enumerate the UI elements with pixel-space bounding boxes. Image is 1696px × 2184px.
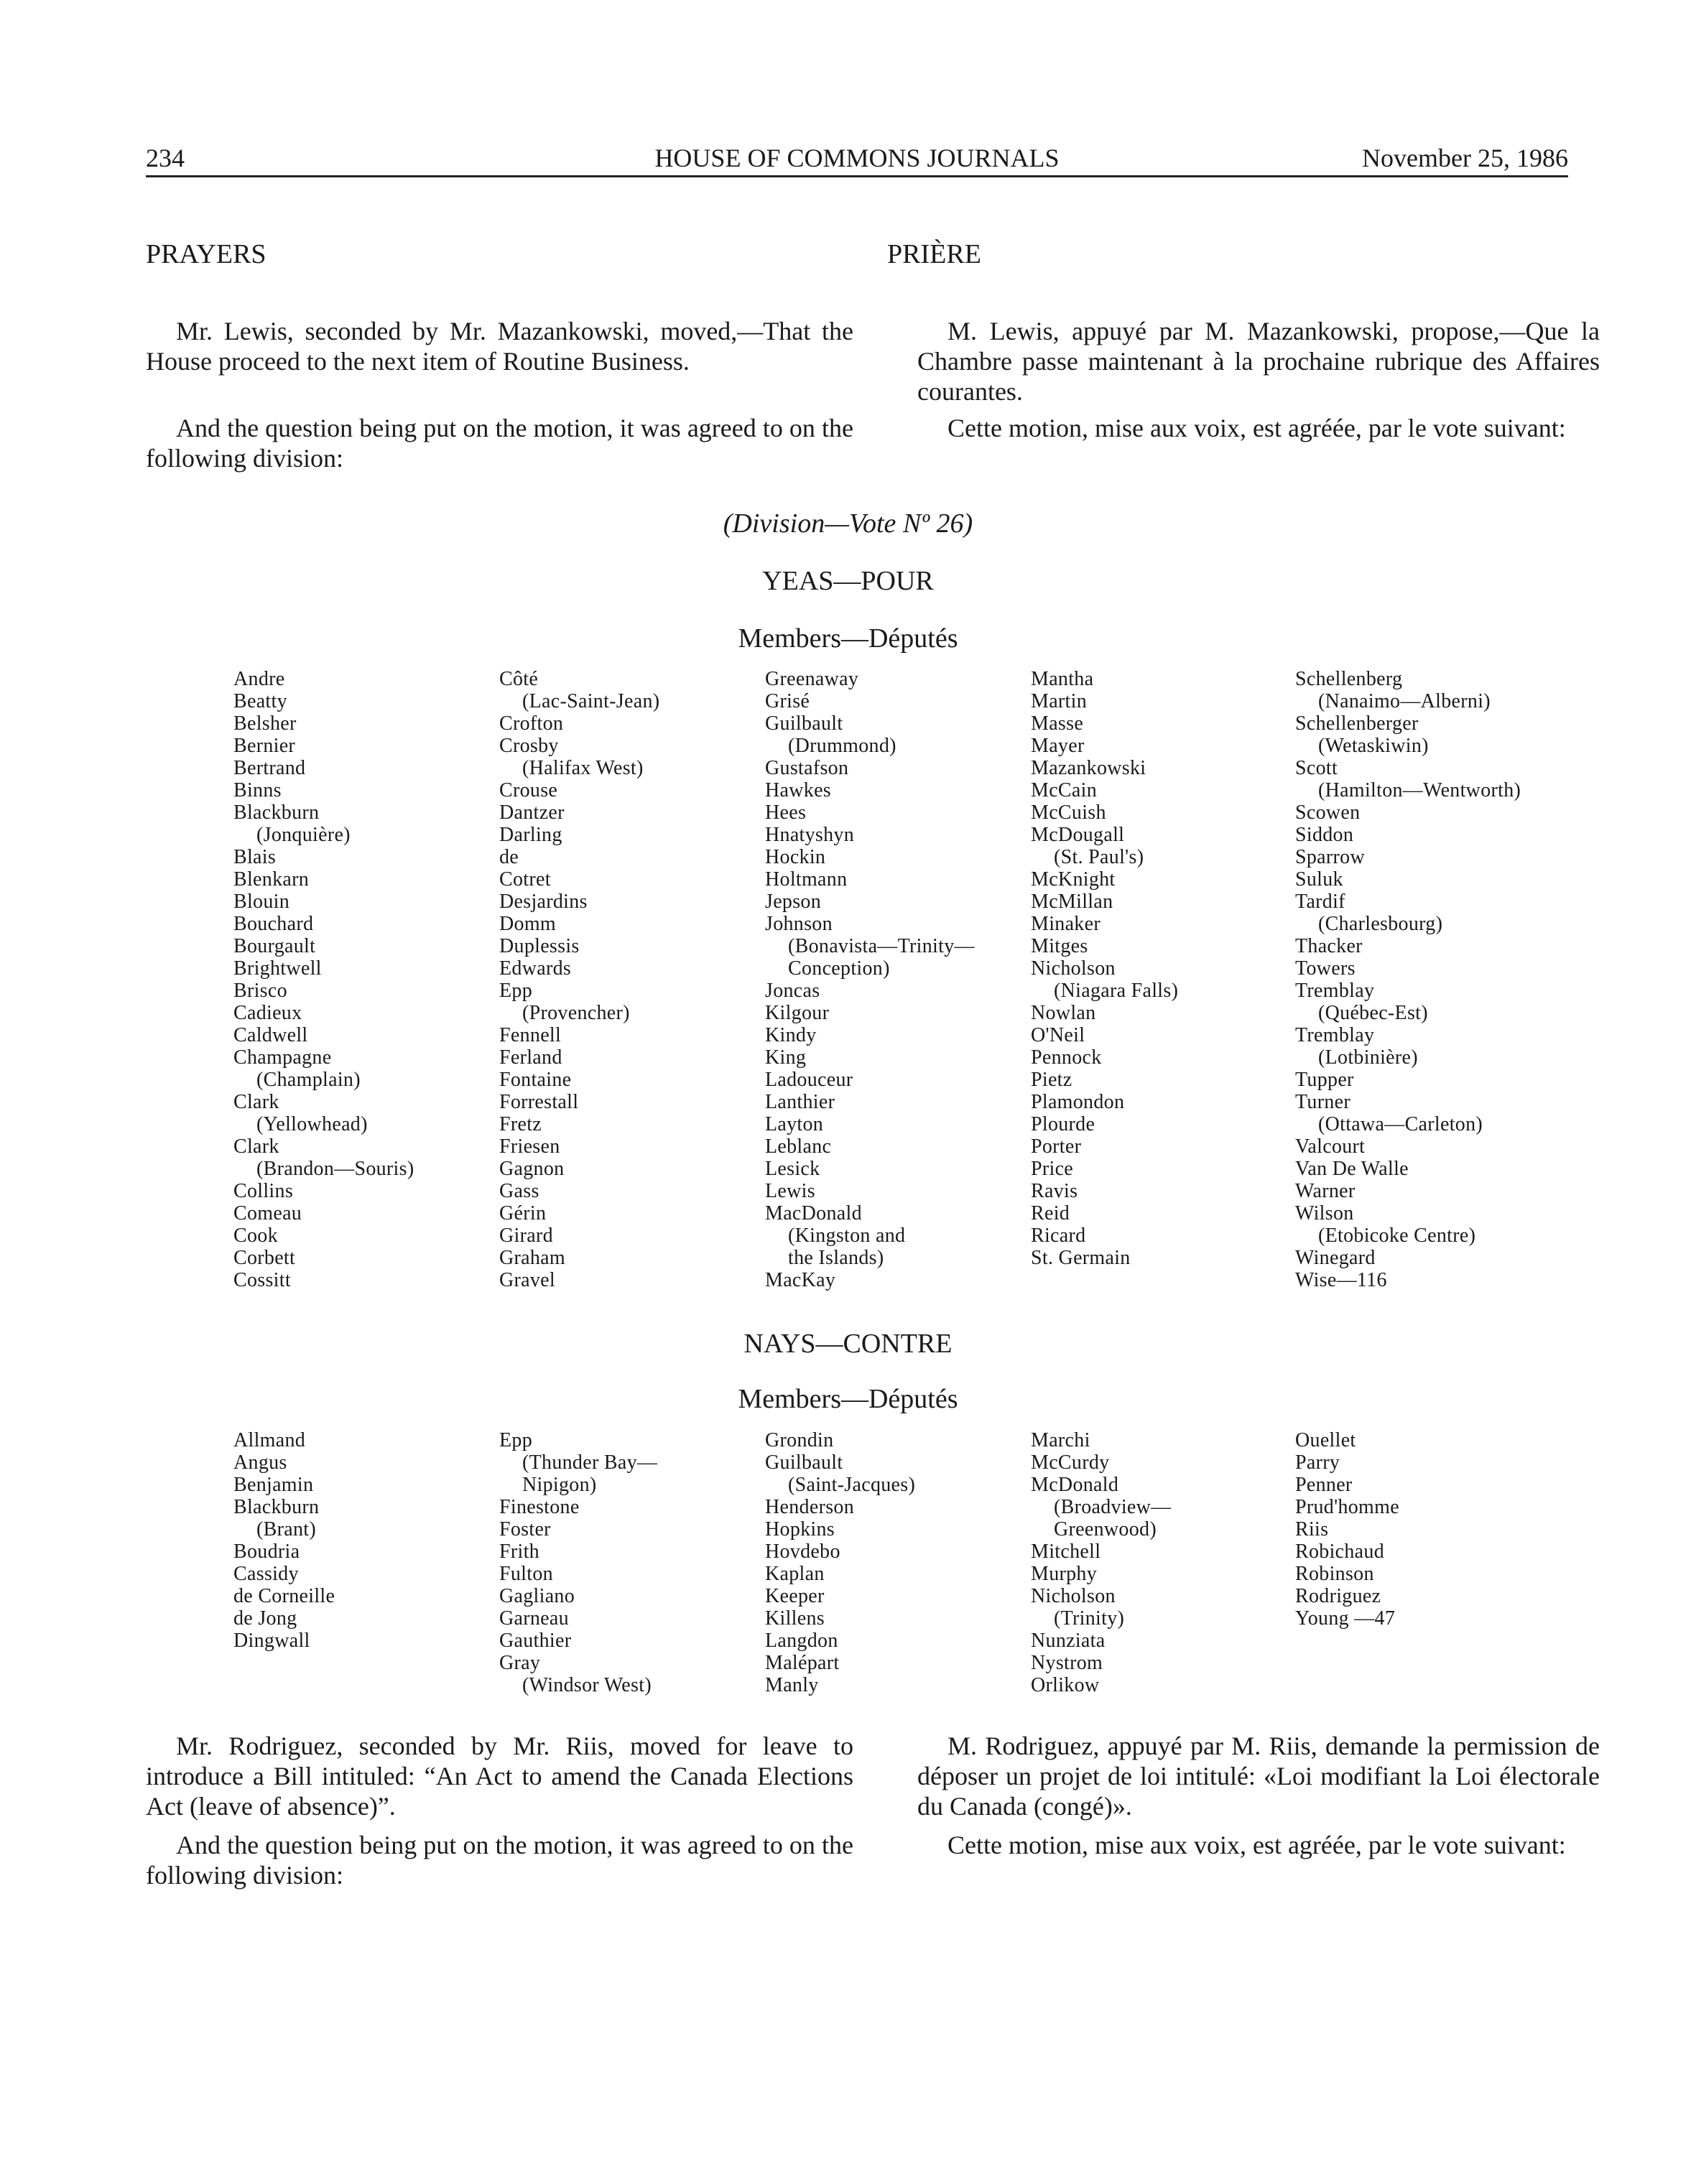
member-name: Fontaine bbox=[499, 1069, 572, 1091]
member-name: Pennock bbox=[1031, 1046, 1102, 1069]
member-name: Comeau bbox=[233, 1202, 302, 1225]
member-name: (Bonavista—Trinity— bbox=[788, 935, 975, 957]
member-name: Langdon bbox=[765, 1630, 838, 1652]
motion1-question-en: And the question being put on the motion, it was agreed to on the following division: bbox=[146, 414, 853, 473]
member-name: St. Germain bbox=[1031, 1247, 1131, 1269]
member-name: Plourde bbox=[1031, 1113, 1095, 1135]
member-name: McMillan bbox=[1031, 891, 1113, 913]
member-name: (Drummond) bbox=[788, 735, 896, 757]
page-number: 234 bbox=[146, 144, 185, 172]
member-name: Fennell bbox=[499, 1024, 562, 1046]
member-name: Brightwell bbox=[233, 957, 322, 980]
member-name: Greenwood) bbox=[1054, 1518, 1157, 1541]
member-name: Nicholson bbox=[1031, 957, 1116, 980]
member-name: Brisco bbox=[233, 980, 287, 1002]
member-name: Gérin bbox=[499, 1202, 547, 1225]
member-name: Crofton bbox=[499, 712, 564, 735]
member-name: Gauthier bbox=[499, 1630, 572, 1652]
member-name: MacDonald bbox=[765, 1202, 862, 1225]
member-name: de Corneille bbox=[233, 1585, 335, 1607]
member-name: Orlikow bbox=[1031, 1674, 1100, 1696]
member-name: Finestone bbox=[499, 1496, 580, 1518]
yeas-column bbox=[1031, 668, 1289, 1269]
member-name: (Kingston and bbox=[788, 1225, 906, 1247]
member-name: Ladouceur bbox=[765, 1069, 853, 1091]
member-name: Guilbault bbox=[765, 1451, 843, 1474]
member-name: Angus bbox=[233, 1451, 287, 1474]
member-name: Mazankowski bbox=[1031, 757, 1146, 779]
member-name: Schellenberg bbox=[1295, 668, 1403, 690]
member-name: de Jong bbox=[233, 1607, 297, 1630]
member-name: Kaplan bbox=[765, 1563, 825, 1585]
motion2-text-en: Mr. Rodriguez, seconded by Mr. Riis, moved for leave to introduce a Bill intituled: “An Act to amend the Canada Elections Act (leave of absence)”. bbox=[146, 1732, 853, 1821]
member-name: Layton bbox=[765, 1113, 824, 1135]
member-name: Fretz bbox=[499, 1113, 542, 1135]
member-name: Wise—116 bbox=[1295, 1269, 1387, 1291]
member-name: Minaker bbox=[1031, 913, 1100, 935]
member-name: Ouellet bbox=[1295, 1429, 1356, 1451]
yeas-heading: YEAS—POUR bbox=[762, 566, 934, 596]
member-name: Garneau bbox=[499, 1607, 569, 1630]
journal-date: November 25, 1986 bbox=[1362, 144, 1568, 172]
member-name: Rodriguez bbox=[1295, 1585, 1381, 1607]
member-name: (Broadview— bbox=[1054, 1496, 1172, 1518]
member-name: McCurdy bbox=[1031, 1451, 1110, 1474]
member-name: Gravel bbox=[499, 1269, 555, 1291]
member-name: (Hamilton—Wentworth) bbox=[1318, 779, 1521, 801]
member-name: Clark bbox=[233, 1091, 279, 1113]
member-name: Nystrom bbox=[1031, 1652, 1103, 1674]
member-name: Turner bbox=[1295, 1091, 1350, 1113]
member-name: Frith bbox=[499, 1541, 539, 1563]
member-name: Sparrow bbox=[1295, 846, 1365, 868]
member-name: Kilgour bbox=[765, 1002, 830, 1024]
yeas-members-heading: Members—Députés bbox=[738, 623, 958, 654]
member-name: Winegard bbox=[1295, 1247, 1376, 1269]
member-name: Tardif bbox=[1295, 891, 1345, 913]
member-name: Mitges bbox=[1031, 935, 1088, 957]
member-name: Scott bbox=[1295, 757, 1338, 779]
member-name: (Halifax West) bbox=[522, 757, 644, 779]
member-name: Plamondon bbox=[1031, 1091, 1125, 1113]
nays-column bbox=[233, 1429, 492, 1652]
member-name: Hovdebo bbox=[765, 1541, 840, 1563]
member-name: Robichaud bbox=[1295, 1541, 1385, 1563]
member-name: (Provencher) bbox=[522, 1002, 630, 1024]
member-name: (Trinity) bbox=[1054, 1607, 1125, 1630]
member-name: McCuish bbox=[1031, 801, 1106, 824]
member-name: Fulton bbox=[499, 1563, 553, 1585]
member-name: Crosby bbox=[499, 735, 559, 757]
member-name: King bbox=[765, 1046, 807, 1069]
member-name: Dingwall bbox=[233, 1630, 310, 1652]
member-name: Reid bbox=[1031, 1202, 1070, 1225]
member-name: Lanthier bbox=[765, 1091, 835, 1113]
member-name: Warner bbox=[1295, 1180, 1356, 1202]
member-name: McDougall bbox=[1031, 824, 1125, 846]
member-name: Dantzer bbox=[499, 801, 565, 824]
member-name: Riis bbox=[1295, 1518, 1329, 1541]
member-name: Thacker bbox=[1295, 935, 1363, 957]
member-name: Blackburn bbox=[233, 801, 320, 824]
nays-members-heading: Members—Députés bbox=[738, 1384, 958, 1414]
member-name: Blackburn bbox=[233, 1496, 320, 1518]
member-name: Beatty bbox=[233, 690, 287, 712]
member-name: Mantha bbox=[1031, 668, 1094, 690]
member-name: Epp bbox=[499, 1429, 533, 1451]
member-name: Price bbox=[1031, 1158, 1074, 1180]
member-name: Lewis bbox=[765, 1180, 815, 1202]
member-name: Pietz bbox=[1031, 1069, 1072, 1091]
yeas-column bbox=[765, 668, 1024, 1291]
member-name: Binns bbox=[233, 779, 282, 801]
page-header bbox=[146, 141, 1568, 177]
member-name: Masse bbox=[1031, 712, 1084, 735]
member-name: Nipigon) bbox=[522, 1474, 597, 1496]
member-name: Scowen bbox=[1295, 801, 1361, 824]
member-name: (Champlain) bbox=[256, 1069, 361, 1091]
member-name: Boudria bbox=[233, 1541, 300, 1563]
member-name: Killens bbox=[765, 1607, 825, 1630]
member-name: Henderson bbox=[765, 1496, 854, 1518]
member-name: Gass bbox=[499, 1180, 539, 1202]
member-name: Cotret bbox=[499, 868, 551, 891]
motion2-question-fr: Cette motion, mise aux voix, est agréée, par le vote suivant: bbox=[947, 1831, 1566, 1859]
member-name: Duplessis bbox=[499, 935, 580, 957]
motion1-text-fr: M. Lewis, appuyé par M. Mazankowski, propose,—Que la Chambre passe maintenant à la prochaine rubrique des Affaires courantes. bbox=[917, 317, 1600, 406]
member-name: Benjamin bbox=[233, 1474, 314, 1496]
member-name: Gagliano bbox=[499, 1585, 575, 1607]
yeas-column bbox=[233, 668, 492, 1291]
member-name: Hopkins bbox=[765, 1518, 835, 1541]
nays-column bbox=[1031, 1429, 1289, 1696]
member-name: Collins bbox=[233, 1180, 294, 1202]
member-name: Hnatyshyn bbox=[765, 824, 855, 846]
member-name: Van De Walle bbox=[1295, 1158, 1409, 1180]
member-name: (Niagara Falls) bbox=[1054, 980, 1179, 1002]
member-name: Kindy bbox=[765, 1024, 817, 1046]
member-name: (Lac-Saint-Jean) bbox=[522, 690, 660, 712]
member-name: (Windsor West) bbox=[522, 1674, 652, 1696]
nays-member-list bbox=[233, 1429, 1584, 1702]
journal-title: HOUSE OF COMMONS JOURNALS bbox=[654, 144, 1060, 172]
member-name: (Nanaimo—Alberni) bbox=[1318, 690, 1491, 712]
member-name: Prud'homme bbox=[1295, 1496, 1399, 1518]
member-name: (St. Paul's) bbox=[1054, 846, 1144, 868]
member-name: Tremblay bbox=[1295, 1024, 1375, 1046]
member-name: Cadieux bbox=[233, 1002, 302, 1024]
member-name: (Saint-Jacques) bbox=[788, 1474, 916, 1496]
member-name: Holtmann bbox=[765, 868, 848, 891]
member-name: Siddon bbox=[1295, 824, 1354, 846]
member-name: Blouin bbox=[233, 891, 290, 913]
member-name: Nunziata bbox=[1031, 1630, 1106, 1652]
member-name: MacKay bbox=[765, 1269, 836, 1291]
member-name: Keeper bbox=[765, 1585, 825, 1607]
member-name: Gray bbox=[499, 1652, 541, 1674]
member-name: Belsher bbox=[233, 712, 297, 735]
member-name: Bouchard bbox=[233, 913, 314, 935]
member-name: Malépart bbox=[765, 1652, 840, 1674]
prayers-heading-en: PRAYERS bbox=[146, 239, 267, 269]
member-name: Towers bbox=[1295, 957, 1356, 980]
member-name: Gagnon bbox=[499, 1158, 565, 1180]
member-name: Greenaway bbox=[765, 668, 859, 690]
motion2-question-en: And the question being put on the motion, it was agreed to on the following division: bbox=[146, 1831, 853, 1890]
member-name: Grondin bbox=[765, 1429, 834, 1451]
prayers-heading-fr: PRIÈRE bbox=[887, 239, 981, 269]
member-name: Nowlan bbox=[1031, 1002, 1096, 1024]
member-name: Domm bbox=[499, 913, 556, 935]
member-name: Allmand bbox=[233, 1429, 306, 1451]
member-name: Murphy bbox=[1031, 1563, 1098, 1585]
member-name: Hees bbox=[765, 801, 807, 824]
member-name: Bernier bbox=[233, 735, 296, 757]
member-name: Wilson bbox=[1295, 1202, 1354, 1225]
member-name: McDonald bbox=[1031, 1474, 1119, 1496]
member-name: Schellenberger bbox=[1295, 712, 1419, 735]
member-name: Cook bbox=[233, 1225, 278, 1247]
member-name: McKnight bbox=[1031, 868, 1116, 891]
member-name: Tremblay bbox=[1295, 980, 1375, 1002]
yeas-member-list bbox=[233, 668, 1584, 1300]
member-name: (Etobicoke Centre) bbox=[1318, 1225, 1476, 1247]
yeas-column bbox=[1295, 668, 1554, 1291]
member-name: Gustafson bbox=[765, 757, 849, 779]
member-name: Mitchell bbox=[1031, 1541, 1101, 1563]
member-name: Andre bbox=[233, 668, 285, 690]
member-name: Blais bbox=[233, 846, 277, 868]
member-name: (Charlesbourg) bbox=[1318, 913, 1443, 935]
member-name: Manly bbox=[765, 1674, 819, 1696]
member-name: Joncas bbox=[765, 980, 820, 1002]
member-name: Cassidy bbox=[233, 1563, 299, 1585]
member-name: Valcourt bbox=[1295, 1135, 1366, 1158]
member-name: Leblanc bbox=[765, 1135, 832, 1158]
member-name: Edwards bbox=[499, 957, 572, 980]
member-name: Bourgault bbox=[233, 935, 316, 957]
motion1-question-fr: Cette motion, mise aux voix, est agréée, par le vote suivant: bbox=[947, 414, 1566, 442]
member-name: Marchi bbox=[1031, 1429, 1090, 1451]
member-name: Clark bbox=[233, 1135, 279, 1158]
member-name: (Ottawa—Carleton) bbox=[1318, 1113, 1483, 1135]
member-name: Forrestall bbox=[499, 1091, 579, 1113]
member-name: Johnson bbox=[765, 913, 833, 935]
member-name: Mayer bbox=[1031, 735, 1085, 757]
member-name: Ravis bbox=[1031, 1180, 1078, 1202]
member-name: Côté bbox=[499, 668, 539, 690]
member-name: Conception) bbox=[788, 957, 890, 980]
member-name: Cossitt bbox=[233, 1269, 291, 1291]
nays-heading: NAYS—CONTRE bbox=[743, 1329, 953, 1359]
member-name: Champagne bbox=[233, 1046, 332, 1069]
member-name: Corbett bbox=[233, 1247, 296, 1269]
member-name: Crouse bbox=[499, 779, 558, 801]
nays-column bbox=[765, 1429, 1024, 1696]
member-name: (Québec-Est) bbox=[1318, 1002, 1428, 1024]
member-name: Guilbault bbox=[765, 712, 843, 735]
member-name: the Islands) bbox=[788, 1247, 884, 1269]
member-name: (Thunder Bay— bbox=[522, 1451, 658, 1474]
member-name: Caldwell bbox=[233, 1024, 308, 1046]
member-name: Young —47 bbox=[1295, 1607, 1396, 1630]
member-name: Hockin bbox=[765, 846, 826, 868]
member-name: Penner bbox=[1295, 1474, 1353, 1496]
member-name: Suluk bbox=[1295, 868, 1343, 891]
member-name: Tupper bbox=[1295, 1069, 1354, 1091]
member-name: (Brandon—Souris) bbox=[256, 1158, 414, 1180]
motion1-text-en: Mr. Lewis, seconded by Mr. Mazankowski, moved,—That the House proceed to the next item of Routine Business. bbox=[146, 317, 853, 376]
nays-column bbox=[1295, 1429, 1554, 1630]
member-name: (Lotbinière) bbox=[1318, 1046, 1418, 1069]
member-name: Blenkarn bbox=[233, 868, 310, 891]
member-name: Lesick bbox=[765, 1158, 820, 1180]
member-name: Friesen bbox=[499, 1135, 560, 1158]
member-name: Foster bbox=[499, 1518, 551, 1541]
member-name: (Wetaskiwin) bbox=[1318, 735, 1429, 757]
member-name: Graham bbox=[499, 1247, 565, 1269]
member-name: de bbox=[499, 846, 519, 868]
member-name: Darling bbox=[499, 824, 562, 846]
member-name: McCain bbox=[1031, 779, 1098, 801]
member-name: Bertrand bbox=[233, 757, 306, 779]
member-name: Jepson bbox=[765, 891, 822, 913]
yeas-column bbox=[499, 668, 758, 1291]
member-name: Grisé bbox=[765, 690, 810, 712]
member-name: Ferland bbox=[499, 1046, 562, 1069]
member-name: Nicholson bbox=[1031, 1585, 1116, 1607]
member-name: Parry bbox=[1295, 1451, 1340, 1474]
member-name: Girard bbox=[499, 1225, 553, 1247]
member-name: O'Neil bbox=[1031, 1024, 1085, 1046]
member-name: Robinson bbox=[1295, 1563, 1374, 1585]
member-name: Martin bbox=[1031, 690, 1088, 712]
member-name: (Yellowhead) bbox=[256, 1113, 368, 1135]
member-name: Epp bbox=[499, 980, 533, 1002]
division-label: (Division—Vote Nº 26) bbox=[723, 508, 973, 539]
member-name: Ricard bbox=[1031, 1225, 1086, 1247]
member-name: (Jonquière) bbox=[256, 824, 351, 846]
member-name: Desjardins bbox=[499, 891, 588, 913]
nays-column bbox=[499, 1429, 758, 1696]
member-name: Hawkes bbox=[765, 779, 831, 801]
member-name: Porter bbox=[1031, 1135, 1082, 1158]
member-name: (Brant) bbox=[256, 1518, 316, 1541]
motion2-text-fr: M. Rodriguez, appuyé par M. Riis, demande la permission de déposer un projet de loi intitulé: «Loi modifiant la Loi électorale du Canada (congé)». bbox=[917, 1732, 1600, 1821]
